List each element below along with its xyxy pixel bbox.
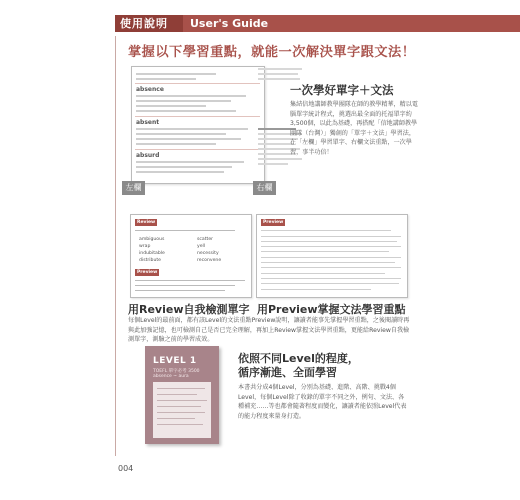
headword: absurd [136,152,160,159]
review-word: indubitable [139,251,165,256]
text-line [157,400,207,401]
text-line [135,230,235,231]
text-line [136,73,216,75]
text-line [135,280,245,281]
text-line [136,161,244,163]
review-word: reconvene [197,258,222,263]
section-title-levels [238,352,359,380]
text-line [136,143,216,145]
headword: absence [136,86,164,93]
dictionary-sample-page [131,66,265,184]
section-title-levels-line1: 依照不同Level的程度， [238,352,359,365]
text-line [136,78,196,80]
text-line [261,236,401,237]
text-line [258,68,302,70]
text-line [157,394,197,395]
text-line [136,95,246,97]
entry-divider [135,149,260,150]
text-line [258,163,288,165]
right-column-tag: 右欄 [253,181,276,195]
entry-divider [135,83,260,84]
text-line [261,251,389,252]
book-subtitle-range: absence ~ aura [153,374,189,379]
book-inner-page [153,382,211,438]
text-line [261,289,371,290]
text-line [261,283,399,284]
text-line [136,171,224,173]
section-title-preview: 用Preview掌握文法學習重點 [257,303,406,316]
review-word: ambiguous [139,237,165,242]
text-line [136,110,236,112]
book-level-title: LEVEL 1 [153,356,197,366]
preview-label: Preview [137,270,158,275]
text-line [261,278,401,279]
text-line [136,128,248,130]
text-line [258,73,298,75]
left-column-tag: 左欄 [122,181,145,195]
text-line [157,388,205,389]
section-title-review: 用Review自我檢測單字 [128,303,250,316]
review-word: wrap [139,244,151,249]
review-word: necessity [197,251,219,256]
preview-label: Preview [263,220,284,225]
headword: absent [136,119,160,126]
text-line [258,158,302,160]
text-line [261,230,391,231]
text-line [157,418,195,419]
text-line [261,262,395,263]
section-body-review-preview: 每個Level的最前面，都有該Level的文法重點Preview說明，讓讀者能事先掌握學習重點，之後閱讀時再與此加強記憶，也可檢測自己是否已完全理解，再加上Review掌握文法學習重點，更能給Review自我檢測單字，測驗之前的學習成效。 [128,317,410,343]
review-word: yell [197,244,206,249]
header-right-label: User's Guide [190,17,269,30]
review-sample-page [130,214,252,298]
header-left-label: 使用說明 [120,17,168,30]
entry-divider [135,116,260,117]
text-line [157,424,203,425]
page-number: 004 [118,464,134,473]
text-line [136,100,231,102]
text-line [261,257,401,258]
text-line [258,78,300,80]
review-word: distribute [139,258,162,263]
text-line [261,241,397,242]
text-line [157,412,205,413]
side-divider [115,36,116,456]
text-line [157,406,201,407]
text-line [258,143,294,145]
preview-sample-page [256,214,408,298]
text-line [136,138,241,140]
review-label: Review [137,220,156,225]
text-line [136,166,232,168]
text-line [135,290,225,291]
text-line [136,133,226,135]
section-body-vocab-grammar: 集結信地講師教學團隊在師的教學精華，精以電腦單字統計程式，挑選出最全面的托福單字約3,500個，以此為基礎，再搭配「信地講師教學團隊（台灣）」獨創的「單字＋文法」學習法，在「左欄」學習單字、右欄文法重點，一次學習，事半功倍！ [290,101,418,156]
section-body-levels: 本書共分成4個Level，分別為基礎、進階、高階、挑戰4個Level，每個Level除了收錄的單字不同之外，例句、文法、各種補充……等也都會隨著程度而變化，讓讀者能依照Level代表的能力程度來量身打造。 [238,384,407,420]
section-title-levels-line2: 循序漸進、全面學習 [238,366,337,379]
page-title: 掌握以下學習重點，就能一次解決單字跟文法！ [128,45,416,60]
review-word: scatter [197,237,214,242]
book-subtitle: TOEFL 單字必考 3500 [153,369,200,374]
text-line [261,273,385,274]
text-line [136,105,206,107]
level-book-cover [145,346,219,444]
text-line [261,246,401,247]
text-line [135,285,235,286]
section-title-vocab-grammar: 一次學好單字＋文法 [290,83,394,97]
text-line [261,267,401,268]
